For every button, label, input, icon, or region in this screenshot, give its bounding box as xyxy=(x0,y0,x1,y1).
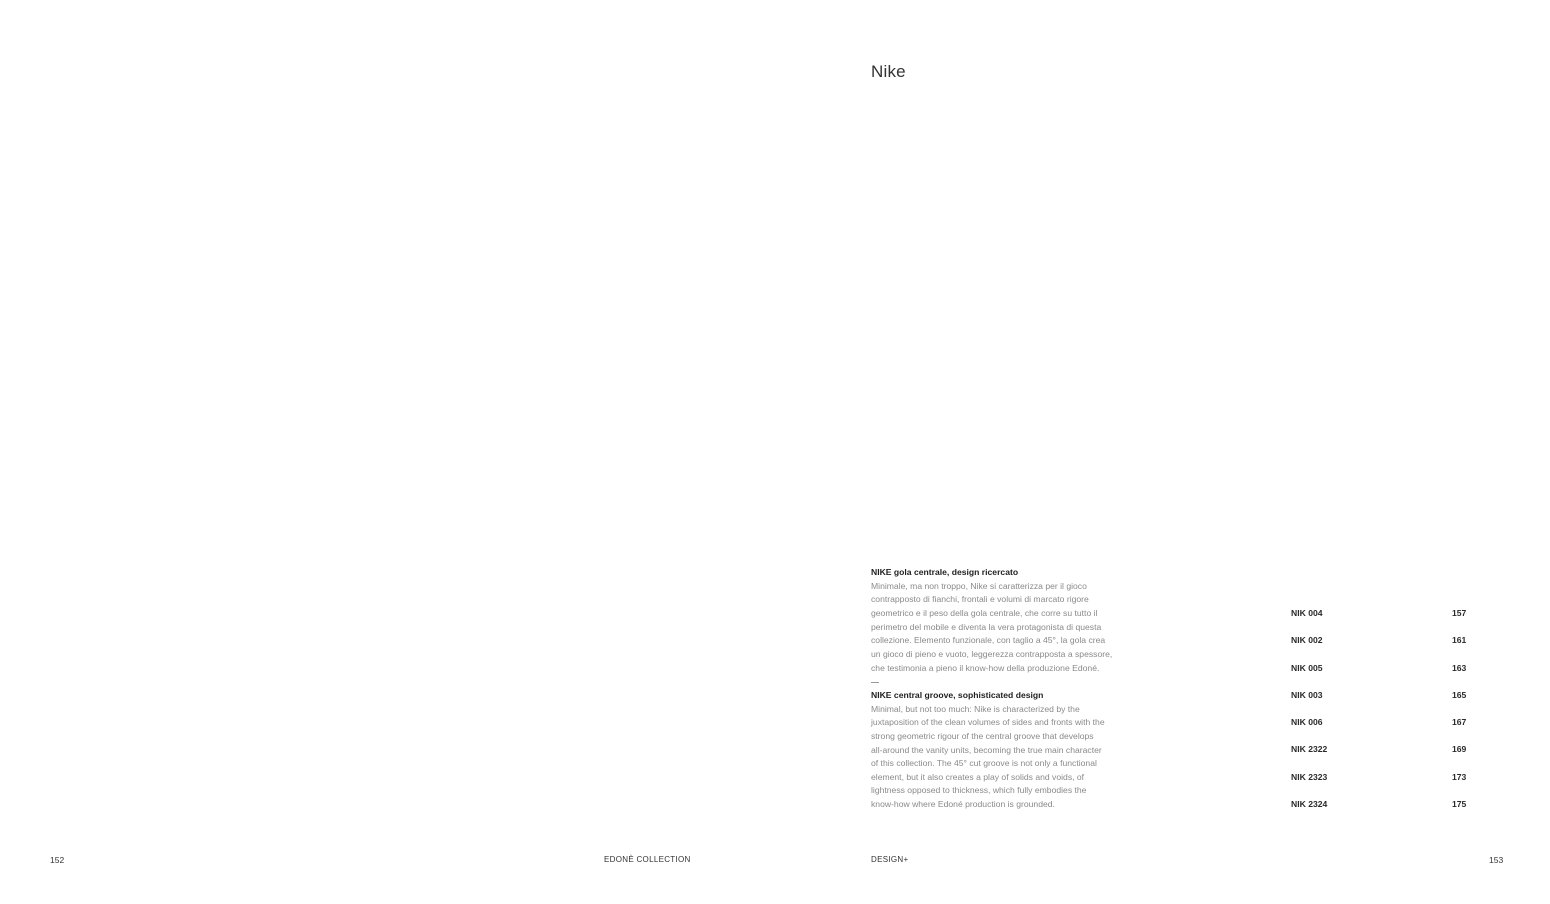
model-code: NIK 002 xyxy=(1291,635,1323,646)
design-label: DESIGN+ xyxy=(871,855,909,864)
model-page-number: 167 xyxy=(1452,717,1467,728)
index-row xyxy=(1291,771,1471,798)
english-line: strong geometric rigour of the central groove that develops xyxy=(871,730,1094,741)
italian-line: Minimale, ma non troppo, Nike si caratterizza per il gioco xyxy=(871,580,1087,591)
english-line: element, but it also creates a play of solids and voids, of xyxy=(871,771,1085,782)
english-line: know-how where Edoné production is grounded. xyxy=(871,799,1055,810)
index-row xyxy=(1291,634,1471,661)
model-page-number: 175 xyxy=(1452,799,1467,810)
collection-label: EDONÈ COLLECTION xyxy=(604,855,691,864)
english-line: Minimal, but not too much: Nike is characterized by the xyxy=(871,703,1080,714)
right-page-number: 153 xyxy=(1489,855,1504,865)
model-page-number: 157 xyxy=(1452,608,1467,618)
italian-line: geometrico e il peso della gola centrale, che corre su tutto il xyxy=(871,607,1098,618)
italian-heading: NIKE gola centrale, design ricercato xyxy=(871,567,1019,577)
model-code: NIK 006 xyxy=(1291,717,1323,728)
index-row xyxy=(1291,743,1471,770)
language-divider xyxy=(871,675,880,689)
italian-line: un gioco di pieno e vuoto, leggerezza contrapposta a spessore, xyxy=(871,648,1113,659)
italian-line: contrapposto di fianchi, frontali e volumi di marcato rigore xyxy=(871,594,1089,605)
model-code: NIK 005 xyxy=(1291,662,1323,673)
left-page-number: 152 xyxy=(50,855,65,865)
english-line: lightness opposed to thickness, which fully embodies the xyxy=(871,785,1087,796)
model-page-number: 161 xyxy=(1452,635,1467,646)
model-page-number: 165 xyxy=(1452,689,1467,700)
english-line: juxtaposition of the clean volumes of sides and fronts with the xyxy=(871,717,1105,728)
italian-line: perimetro del mobile e diventa la vera protagonista di questa xyxy=(871,621,1102,632)
model-code: NIK 2324 xyxy=(1291,799,1328,810)
index-row xyxy=(1291,798,1471,825)
model-page-number: 163 xyxy=(1452,662,1467,673)
model-page-number: 169 xyxy=(1452,744,1467,755)
english-heading: NIKE central groove, sophisticated design xyxy=(871,689,1044,700)
english-line: of this collection. The 45° cut groove is not only a functional xyxy=(871,758,1097,769)
index-row xyxy=(1291,607,1471,634)
model-code: NIK 2323 xyxy=(1291,771,1328,782)
italian-paragraph xyxy=(871,580,1133,676)
model-code: NIK 003 xyxy=(1291,689,1323,700)
description-block xyxy=(871,566,1133,812)
italian-line: collezione. Elemento funzionale, con taglio a 45°, la gola crea xyxy=(871,635,1106,646)
model-code: NIK 004 xyxy=(1291,608,1323,618)
model-page-number: 173 xyxy=(1452,771,1467,782)
index-row xyxy=(1291,716,1471,743)
model-code: NIK 2322 xyxy=(1291,744,1328,755)
index-row xyxy=(1291,689,1471,716)
english-paragraph xyxy=(871,703,1133,812)
italian-line: che testimonia a pieno il know-how della produzione Edoné. xyxy=(871,662,1100,673)
english-line: all-around the vanity units, becoming the true main character xyxy=(871,744,1102,755)
model-index xyxy=(1291,607,1471,825)
index-row xyxy=(1291,662,1471,689)
page-title: Nike xyxy=(871,62,906,81)
